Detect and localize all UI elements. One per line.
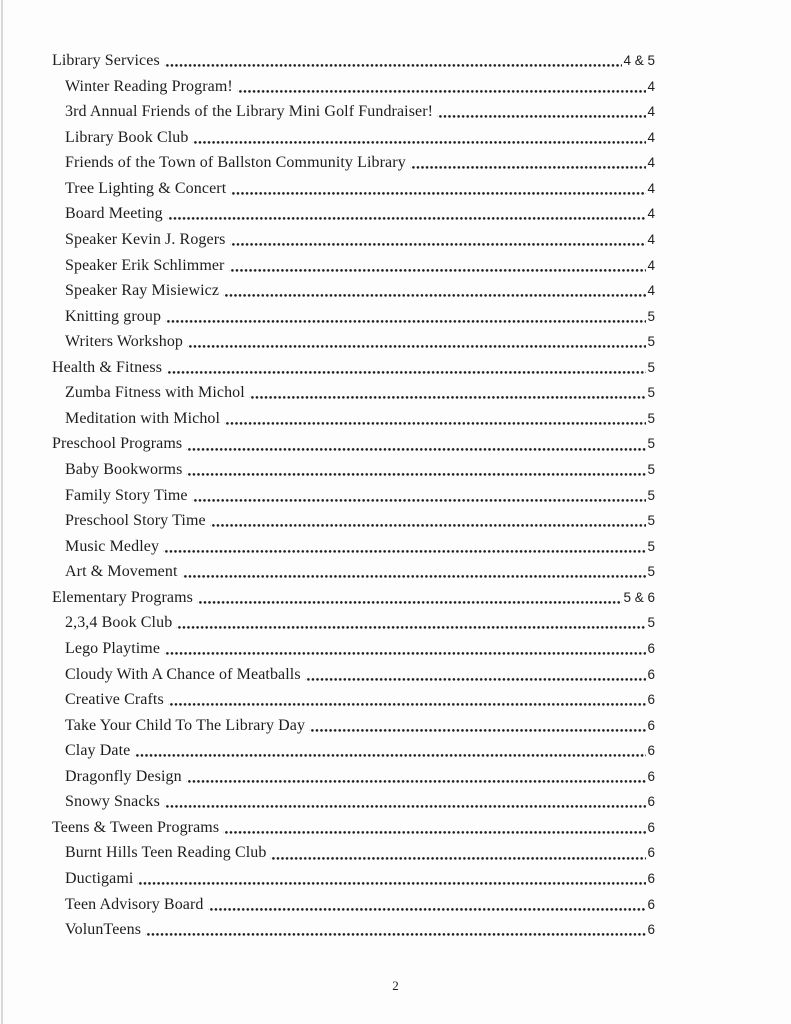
leader-dots-icon [224,406,646,432]
toc-entry-label: Take Your Child To The Library Day [65,716,306,734]
toc-entry-page: 4 [647,283,655,299]
toc-entry-label: Burnt Hills Teen Reading Club [65,844,267,862]
toc-entry [52,866,655,892]
toc-entry-label: Teens & Tween Programs [52,818,220,836]
leader-dots-icon [186,457,646,483]
toc-entry [52,713,655,739]
toc-entry-label: Speaker Erik Schlimmer [65,256,225,274]
leader-dots-icon [187,329,646,355]
toc-entry-label: 3rd Annual Friends of the Library Mini Golf Fundraiser! [65,103,434,121]
toc-entry-page: 4 [647,206,655,222]
toc-entry [52,738,655,764]
toc-entry-label: Zumba Fitness with Michol [65,384,245,402]
toc-entry-page: 4 [647,231,655,247]
toc-entry-page: 5 [647,385,655,401]
toc-entry-page: 6 [647,640,655,656]
leader-dots-icon [410,150,647,176]
toc-entry-label: Preschool Programs [52,435,183,453]
toc-entry-label: Dragonfly Design [65,767,182,785]
toc-entry [52,406,655,432]
toc-entry-page: 5 [647,334,655,350]
toc-entry-page: 6 [647,922,655,938]
toc-entry [52,150,655,176]
toc-entry [52,253,655,279]
leader-dots-icon [145,917,646,943]
toc-entry-label: Creative Crafts [65,691,164,709]
toc-entry-page: 5 [647,436,655,452]
toc-entry-page: 6 [647,666,655,682]
leader-dots-icon [164,789,647,815]
toc-entry-page: 6 [647,768,655,784]
toc-entry-label: Snowy Snacks [65,793,160,811]
leader-dots-icon [208,892,647,918]
leader-dots-icon [223,278,646,304]
leader-dots-icon [192,125,646,151]
toc-entry-label: Writers Workshop [65,333,184,351]
toc-entry [52,687,655,713]
toc-entry-page: 5 & 6 [623,589,655,605]
toc-entry [52,355,655,381]
toc-entry [52,457,655,483]
toc-entry-label: Ductigami [65,870,134,887]
toc-entry-label: Library Book Club [65,128,189,146]
toc-entry-page: 6 [647,794,655,810]
toc-entry [52,483,655,509]
leader-dots-icon [165,304,646,330]
leader-dots-icon [166,355,646,381]
toc-entry-page: 4 [647,104,655,120]
leader-dots-icon [182,559,647,585]
leader-dots-icon [186,764,647,790]
toc-entry-label: Board Meeting [65,205,163,223]
toc-entry [52,840,655,866]
toc-entry-label: 2,3,4 Book Club [65,614,173,632]
toc-entry [52,610,655,636]
toc-entry-page: 5 [647,410,655,426]
toc-entry [52,176,655,202]
leader-dots-icon [309,713,646,739]
leader-dots-icon [230,227,647,253]
toc-entry-page: 5 [647,615,655,631]
toc-entry-label: Tree Lighting & Concert [65,179,227,197]
leader-dots-icon [305,662,647,688]
toc-entry [52,917,655,943]
leader-dots-icon [237,74,647,100]
table-of-contents [52,48,655,943]
leader-dots-icon [197,585,622,611]
leader-dots-icon [223,815,646,841]
toc-entry-page: 6 [647,896,655,912]
toc-entry [52,99,655,125]
toc-entry-label: Family Story Time [65,486,188,504]
toc-entry-page: 5 [647,564,655,580]
toc-entry [52,125,655,151]
toc-entry-page: 5 [647,359,655,375]
toc-entry [52,662,655,688]
leader-dots-icon [137,866,646,892]
toc-entry-page: 5 [647,487,655,503]
leader-dots-icon [163,534,646,560]
leader-dots-icon [437,99,646,125]
toc-entry-page: 5 [647,462,655,477]
toc-entry [52,431,655,457]
toc-entry-page: 4 [647,257,655,273]
toc-entry-page: 6 [647,692,655,708]
left-edge-line [1,0,3,1024]
toc-entry-page: 5 [647,538,655,554]
leader-dots-icon [168,687,647,713]
toc-entry-label: Health & Fitness [52,358,163,376]
page-number: 2 [392,978,399,993]
toc-entry-label: Meditation with Michol [65,409,221,427]
toc-entry [52,636,655,662]
toc-entry-page: 5 [647,308,655,324]
toc-entry-label: Music Medley [65,537,160,555]
leader-dots-icon [210,508,647,534]
toc-entry [52,508,655,534]
toc-entry [52,278,655,304]
toc-entry-page: 4 [647,78,655,94]
leader-dots-icon [229,253,647,279]
toc-entry-page: 5 [647,513,655,529]
leader-dots-icon [176,610,646,636]
leader-dots-icon [192,483,647,509]
toc-entry [52,48,655,74]
toc-entry [52,815,655,841]
page-footer [0,978,791,994]
toc-entry-label: Baby Bookworms [65,461,183,478]
toc-entry-label: Knitting group [65,307,162,325]
toc-entry-page: 6 [647,871,655,886]
leader-dots-icon [164,48,623,74]
toc-entry [52,227,655,253]
toc-entry-page: 6 [647,845,655,861]
toc-entry-label: Cloudy With A Chance of Meatballs [65,665,301,683]
toc-entry-page: 4 [647,155,655,171]
toc-entry-label: Preschool Story Time [65,512,206,530]
toc-entry-page: 6 [647,717,655,733]
toc-entry [52,789,655,815]
toc-entry-label: Clay Date [65,742,131,760]
leader-dots-icon [164,636,646,662]
toc-entry-label: Speaker Kevin J. Rogers [65,230,226,248]
toc-entry-label: Teen Advisory Board [65,895,204,913]
toc-entry-label: Elementary Programs [52,588,193,606]
leader-dots-icon [186,431,646,457]
toc-entry [52,585,655,611]
leader-dots-icon [230,176,646,202]
leader-dots-icon [249,380,647,406]
toc-entry [52,892,655,918]
toc-entry [52,329,655,355]
toc-entry-label: Friends of the Town of Ballston Community Library [65,154,406,172]
toc-entry [52,74,655,100]
toc-entry [52,534,655,560]
toc-entry-page: 6 [647,743,655,759]
toc-entry [52,380,655,406]
toc-entry-label: Winter Reading Program! [65,77,233,95]
leader-dots-icon [167,201,647,227]
toc-entry-page: 4 [647,180,655,196]
toc-entry [52,559,655,585]
leader-dots-icon [270,840,646,866]
toc-entry-label: Art & Movement [65,563,178,581]
toc-entry-label: Library Services [52,52,160,69]
toc-entry-page: 6 [647,819,655,835]
toc-entry-label: Lego Playtime [65,639,161,657]
toc-entry [52,304,655,330]
toc-entry-label: Speaker Ray Misiewicz [65,282,220,300]
toc-entry [52,201,655,227]
toc-entry [52,764,655,790]
toc-entry-page: 4 [647,129,655,145]
leader-dots-icon [134,738,646,764]
toc-entry-label: VolunTeens [65,921,142,939]
toc-entry-page: 4 & 5 [623,53,655,68]
